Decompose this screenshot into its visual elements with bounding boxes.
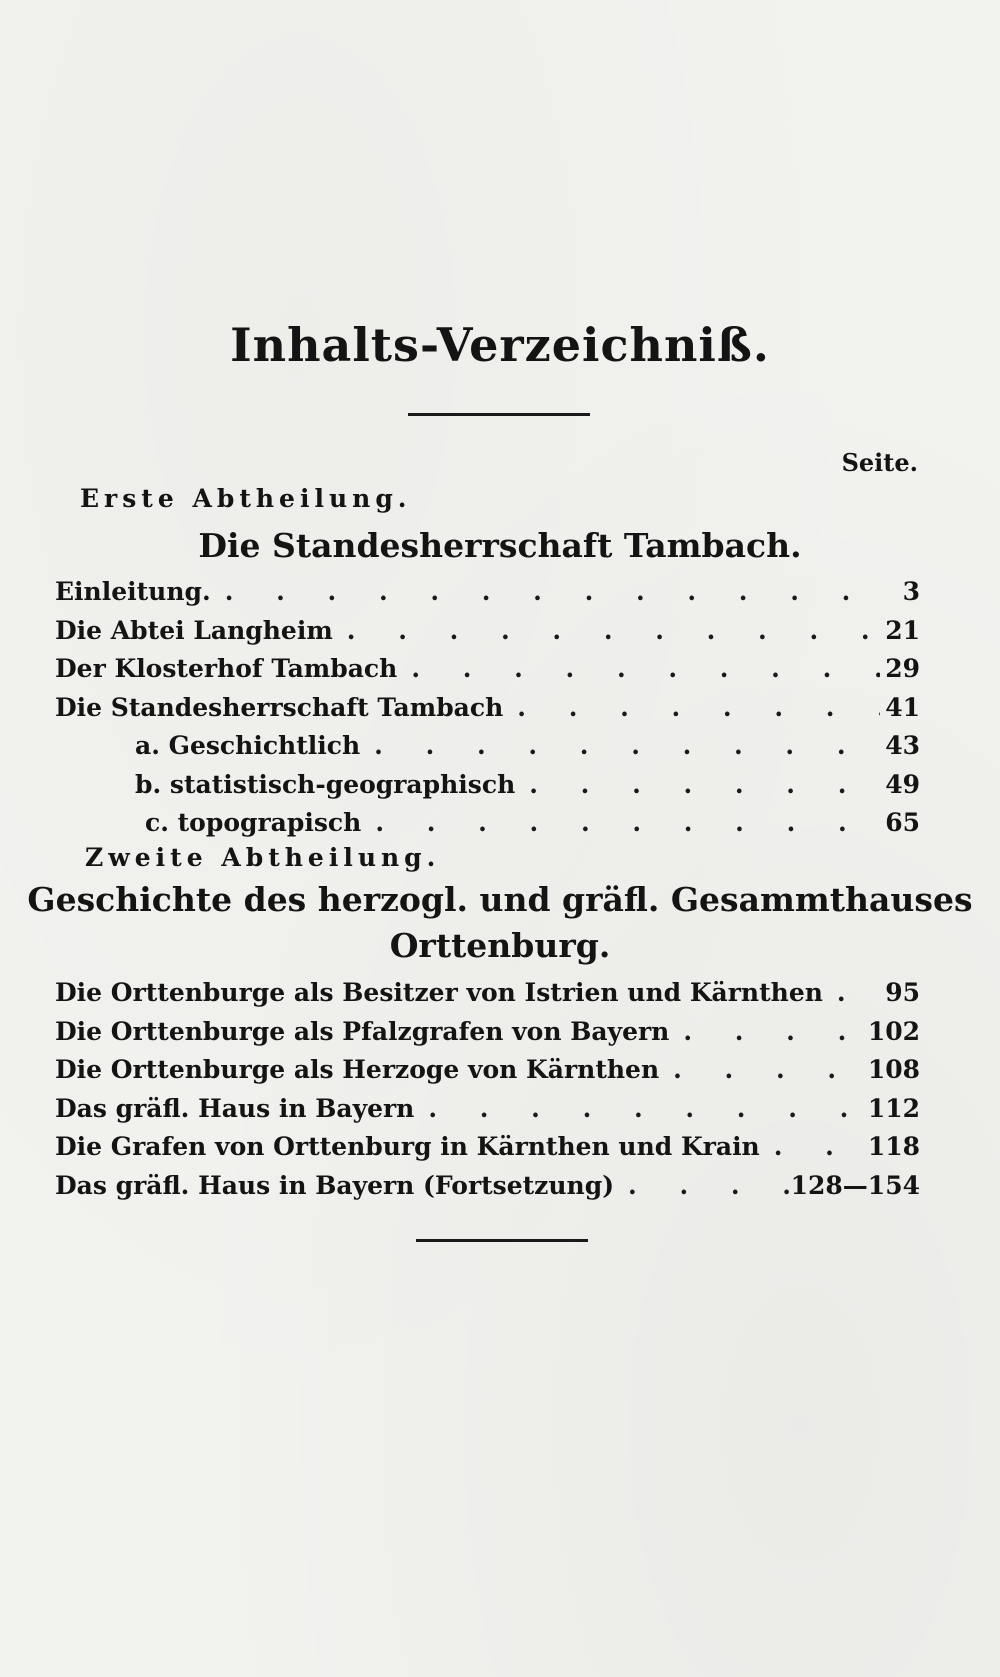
leader-dots [760,1132,868,1161]
toc-entry [55,808,920,847]
toc-entry-label: Einleitung. [55,577,211,606]
toc-entry-label: Die Orttenburge als Pfalzgrafen von Bayern [55,1016,670,1046]
leader-dots [361,808,880,837]
leader-dots [669,1017,867,1046]
toc-entry-label: Das gräfl. Haus in Bayern [55,1093,415,1123]
show-through-texture [60,300,940,1450]
toc-entry-label: Der Klosterhof Tambach [55,654,398,683]
part2-label: Zweite Abtheilung. [85,843,441,872]
toc-entry [55,978,920,1017]
toc-entry-label: Die Orttenburge als Herzoge von Kärnthen [55,1055,660,1084]
toc-entry-page: 118 [867,1132,920,1161]
toc-entry-label: Die Orttenburge als Besitzer von Istrien und Kärnthen [55,978,823,1007]
part2-heading-line1: Geschichte des herzogl. und gräfl. Gesammthauses [27,880,973,919]
toc-entry [55,1132,920,1171]
leader-dots [503,693,880,722]
toc-entry-page: 21 [885,615,920,645]
toc-entry-page: 65 [885,808,920,837]
part1-heading: Die Standesherrschaft Tambach. [198,526,802,565]
page-column-label: Seite. [841,448,918,477]
leader-dots [211,577,880,606]
toc-entry [55,616,920,655]
leader-dots [614,1171,791,1200]
toc-entry [55,577,920,616]
part1-toc [55,577,920,847]
toc-entry [55,693,920,732]
toc-entry-label: Die Grafen von Orttenburg in Kärnthen und Krain [55,1132,760,1161]
toc-entry-page: 41 [885,692,920,722]
toc-entry-label: a. Geschichtlich [135,731,361,760]
toc-entry-label: Die Abtei Langheim [55,615,333,645]
leader-dots [823,978,880,1007]
part1-label: Erste Abtheilung. [80,484,412,513]
toc-entry-page: 128—154 [790,1170,920,1200]
part2-toc [55,978,920,1209]
toc-entry-page: 95 [885,978,920,1007]
toc-entry [55,731,920,770]
leader-dots [333,616,880,645]
toc-entry [55,1171,920,1210]
toc-entry-page: 49 [885,769,920,799]
toc-entry-label: c. topograpisch [145,808,362,837]
part2-heading-line2: Orttenburg. [389,926,611,965]
toc-entry-page: 29 [885,654,920,683]
page-title: Inhalts-Verzeichniß. [230,318,770,372]
toc-entry-label: Die Standesherrschaft Tambach [55,692,504,722]
closing-rule [416,1239,588,1242]
toc-entry-label: b. statistisch-geographisch [135,769,516,799]
toc-entry [55,770,920,809]
toc-entry-page: 108 [867,1055,920,1084]
toc-entry [55,1055,920,1094]
toc-entry-label: Das gräfl. Haus in Bayern (Fortsetzung) [55,1170,615,1200]
toc-entry-page: 102 [867,1016,920,1046]
toc-entry-page: 3 [902,577,920,606]
leader-dots [397,654,880,683]
toc-entry-page: 43 [885,731,920,760]
toc-entry [55,654,920,693]
leader-dots [515,770,880,799]
toc-entry [55,1094,920,1133]
toc-entry [55,1017,920,1056]
leader-dots [414,1094,867,1123]
title-rule [408,413,590,416]
leader-dots [659,1055,868,1084]
leader-dots [360,731,880,760]
toc-entry-page: 112 [867,1093,920,1123]
